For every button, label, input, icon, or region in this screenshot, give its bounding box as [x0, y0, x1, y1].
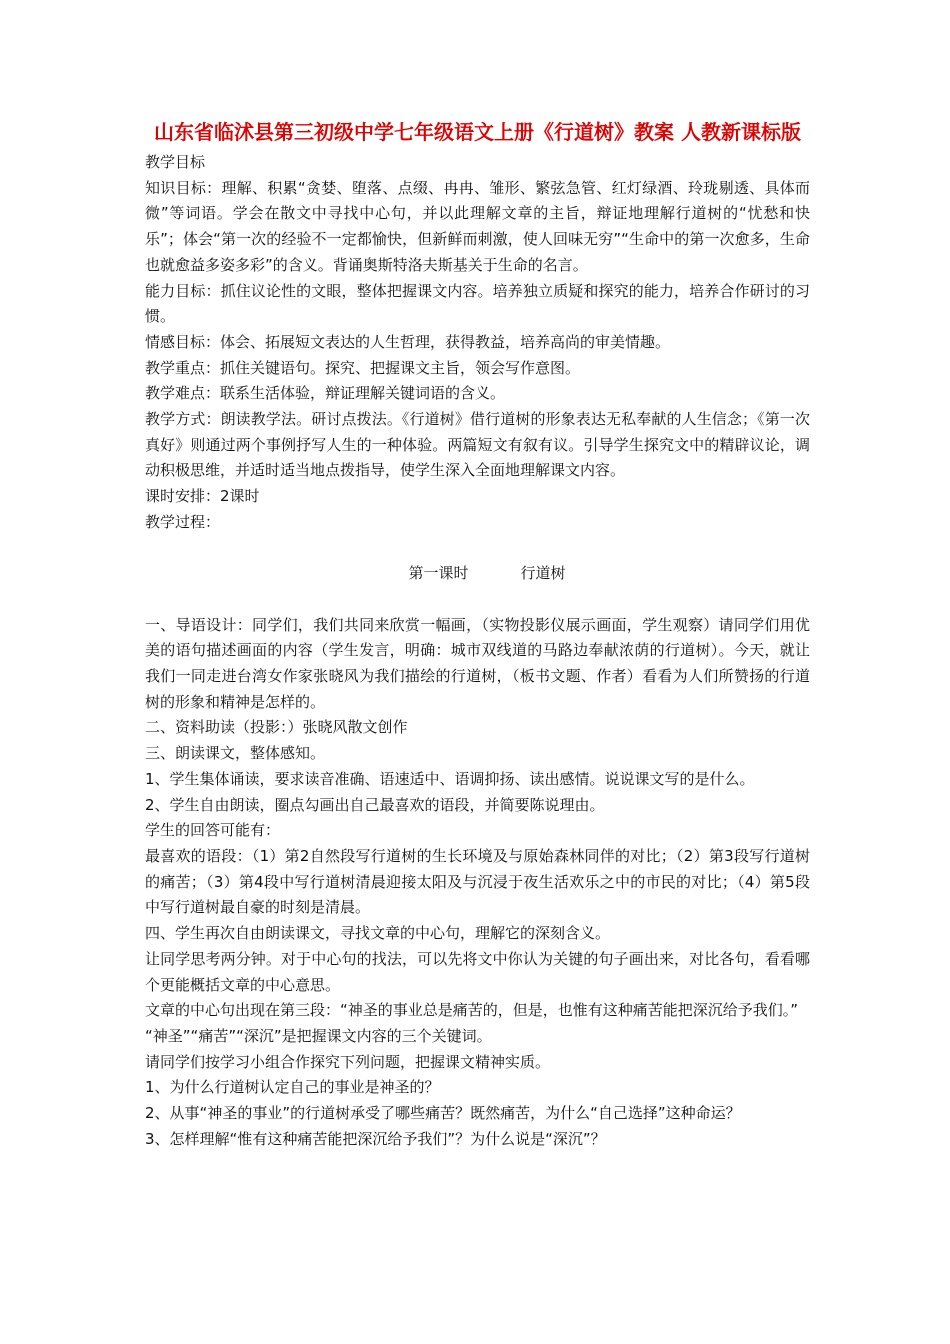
- paragraph: 2、学生自由朗读，圈点勾画出自己最喜欢的语段，并简要陈说理由。: [145, 795, 605, 814]
- paragraph: 让同学思考两分钟。对于中心句的找法，可以先将文中你认为关键的句子画出来，对比各句，看看哪个更能概括文章的中心意思。: [145, 949, 810, 994]
- paragraph: 情感目标：体会、拓展短文表达的人生哲理，获得教益，培养高尚的审美情趣。: [145, 332, 671, 351]
- paragraph: 能力目标：抓住议论性的文眼，整体把握课文内容。培养独立质疑和探究的能力，培养合作研讨的习惯。: [145, 281, 810, 326]
- paragraph: 最喜欢的语段：（1）第2自然段写行道树的生长环境及与原始森林同伴的对比；（2）第3段写行道树的痛苦；（3）第4段中写行道树清晨迎接太阳及与沉浸于夜生活欢乐之中的市民的对比；（4）第5段中写行道树最自豪的时刻是清晨。: [145, 846, 810, 917]
- section-heading-lesson: 第一课时: [408, 564, 469, 583]
- paragraph: 知识目标：理解、积累“贪婪、堕落、点缀、冉冉、雏形、繁弦急管、红灯绿酒、玲珑剔透、具体而微”等词语。学会在散文中寻找中心句，并以此理解文章的主旨，辩证地理解行道树的“忧愁和快乐”；体会“第一次的经验不一定都愉快，但新鲜而刺激，使人回味无穷”“生命中的第一次愈多，生命也就愈益多姿多彩”的含义。背诵奥斯特洛夫斯基关于生命的名言。: [145, 178, 810, 274]
- section-heading: [145, 536, 810, 613]
- paragraph: 二、资料助读（投影：）张晓风散文创作: [145, 718, 408, 737]
- paragraph: 2、从事“神圣的事业”的行道树承受了哪些痛苦？既然痛苦，为什么“自己选择”这种命运？: [145, 1104, 741, 1123]
- paragraph: 学生的回答可能有：: [145, 821, 281, 840]
- paragraph: 教学目标: [145, 153, 206, 171]
- section-heading-topic: 行道树: [520, 564, 566, 583]
- paragraph: 教学难点：联系生活体验，辩证理解关键词语的含义。: [145, 384, 506, 403]
- paragraph: 课时安排：2课时: [145, 487, 260, 506]
- paragraph: 3、怎样理解“惟有这种痛苦能把深沉给予我们”？为什么说是“深沉”？: [145, 1129, 606, 1148]
- paragraph: “神圣”“痛苦”“深沉”是把握课文内容的三个关键词。: [145, 1026, 492, 1045]
- paragraph: 教学过程：: [145, 512, 221, 531]
- document-page: [145, 118, 810, 1152]
- paragraph: 1、学生集体诵读，要求读音准确、语速适中、语调抑扬、读出感情。说说课文写的是什么。: [145, 769, 755, 788]
- paragraph: 一、导语设计：同学们，我们共同来欣赏一幅画，（实物投影仪展示画面，学生观察）请同学们用优美的语句描述画面的内容（学生发言，明确：城市双线道的马路边奉献浓荫的行道树）。今天，就让我们一同走进台湾女作家张晓风为我们描绘的行道树，（板书文题、作者）看看为人们所赞扬的行道树的形象和精神是怎样的。: [145, 615, 810, 711]
- paragraph: 三、朗读课文，整体感知。: [145, 744, 326, 763]
- paragraph: 1、为什么行道树认定自己的事业是神圣的？: [145, 1078, 440, 1097]
- paragraph: 教学方式：朗读教学法。研讨点拨法。《行道树》借行道树的形象表达无私奉献的人生信念；《第一次真好》则通过两个事例抒写人生的一种体验。两篇短文有叙有议。引导学生探究文中的精辟议论，调动积极思维，并适时适当地点拨指导，使学生深入全面地理解课文内容。: [145, 410, 810, 480]
- paragraph: 四、学生再次自由朗读课文，寻找文章的中心句，理解它的深刻含义。: [145, 924, 611, 943]
- paragraph: 请同学们按学习小组合作探究下列问题，把握课文精神实质。: [145, 1052, 551, 1071]
- document-title: 山东省临沭县第三初级中学七年级语文上册《行道树》教案 人教新课标版: [154, 120, 801, 144]
- paragraph: 文章的中心句出现在第三段：“神圣的事业总是痛苦的，但是，也惟有这种痛苦能把深沉给予我们。”: [145, 1001, 799, 1020]
- paragraph: 教学重点：抓住关键语句。探究、把握课文主旨，领会写作意图。: [145, 358, 581, 377]
